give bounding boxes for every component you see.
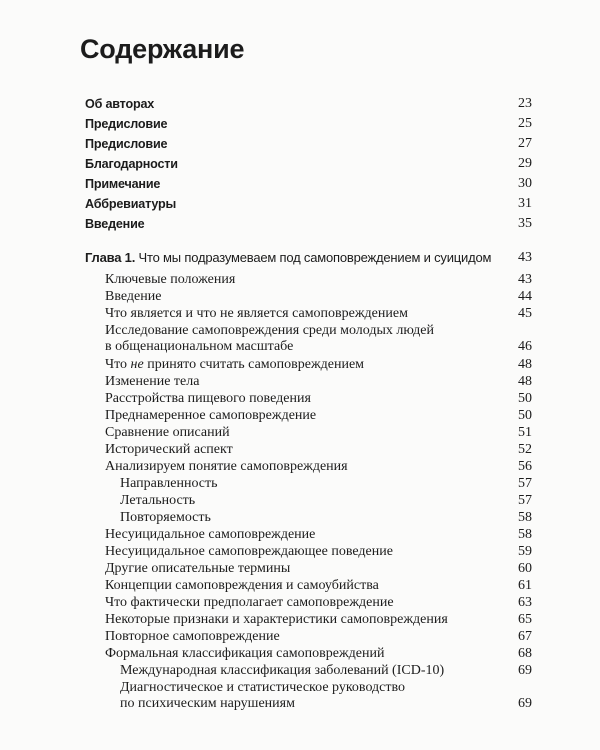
- toc-section-title: Анализируем понятие самоповреждения: [105, 459, 348, 474]
- toc-subsection-title: Направленность: [120, 476, 218, 491]
- toc-section-title-after: принято считать самоповреждением: [143, 357, 365, 372]
- toc-section-title: Расстройства пищевого поведения: [105, 391, 311, 406]
- toc-entry-page: 68: [518, 646, 532, 661]
- toc-entry-page: 43: [518, 272, 532, 287]
- toc-entry-page: 44: [518, 289, 532, 304]
- toc-entry-page: 45: [518, 306, 532, 321]
- toc-subsection-title: Международная классификация заболеваний (ICD-10): [120, 663, 445, 678]
- toc-entry-page: 58: [518, 527, 532, 542]
- toc-entry-title: Об авторах: [85, 97, 155, 111]
- page-title: Содержание: [80, 34, 245, 64]
- toc-section-title: Несуицидальное самоповреждение: [105, 527, 316, 542]
- toc-entry-page: 63: [518, 595, 532, 610]
- toc-entry-page: 59: [518, 544, 532, 559]
- chapter-label: Глава 1.: [85, 250, 136, 265]
- toc-entry-page: 67: [518, 629, 532, 644]
- toc-entry-page: 27: [518, 136, 532, 151]
- toc-entry-page: 61: [518, 578, 532, 593]
- toc-section-title: Другие описательные термины: [105, 561, 291, 576]
- toc-entry-title: Предисловие: [85, 137, 168, 151]
- toc-entry-page: 69: [518, 696, 532, 711]
- toc-subsection-title-line1: Диагностическое и статистическое руководство: [120, 680, 406, 695]
- toc-entry-page: 43: [518, 250, 532, 265]
- toc-entry-page: 51: [518, 425, 532, 440]
- toc-entry-page: 60: [518, 561, 532, 576]
- toc-entry-page: 52: [518, 442, 532, 457]
- toc-entry-title: Благодарности: [85, 157, 178, 171]
- toc-entry-page: 50: [518, 408, 532, 423]
- toc-entry-title: Примечание: [85, 177, 161, 191]
- toc-entry-page: 56: [518, 459, 532, 474]
- chapter-title: Что мы подразумеваем под самоповреждением и суицидом: [138, 250, 492, 265]
- toc-entry-page: 50: [518, 391, 532, 406]
- toc-entry-title: Аббревиатуры: [85, 197, 177, 211]
- toc-section-title: Что фактически предполагает самоповреждение: [105, 595, 394, 610]
- toc-section-title-before: Что: [105, 357, 131, 372]
- toc-entry-page: 29: [518, 156, 532, 171]
- toc-entry-page: 65: [518, 612, 532, 627]
- toc-entry-page: 48: [518, 374, 532, 389]
- toc-entry-page: 23: [518, 96, 532, 111]
- toc-subsection-title-line2: по психическим нарушениям: [120, 696, 295, 711]
- toc-section-title: Формальная классификация самоповреждений: [105, 646, 385, 661]
- toc-section-title: Концепции самоповреждения и самоубийства: [105, 578, 379, 593]
- toc-section-title: Преднамеренное самоповреждение: [105, 408, 317, 423]
- toc-entry-page: 31: [518, 196, 532, 211]
- toc-section-title: Исторический аспект: [105, 442, 233, 457]
- toc-section-title: Что является и что не является самоповреждением: [105, 306, 408, 321]
- toc-section-title: Ключевые положения: [105, 272, 236, 287]
- toc-entry-title: Введение: [85, 217, 145, 231]
- toc-section-title: Повторное самоповреждение: [105, 629, 280, 644]
- toc-section-title-line2: в общенациональном масштабе: [105, 339, 294, 354]
- toc-section-title: Сравнение описаний: [105, 425, 230, 440]
- toc-entry-page: 58: [518, 510, 532, 525]
- toc-entry-page: 57: [518, 493, 532, 508]
- toc-entry-page: 57: [518, 476, 532, 491]
- toc-entry-page: 46: [518, 339, 532, 354]
- toc-entry-page: 25: [518, 116, 532, 131]
- toc-section-title-emphasis: не: [130, 357, 144, 372]
- toc-subsection-title: Летальность: [120, 493, 196, 508]
- toc-entry-page: 30: [518, 176, 532, 191]
- toc-subsection-title: Повторяемость: [120, 510, 211, 525]
- toc-section-title-line1: Исследование самоповреждения среди молодых людей: [105, 323, 434, 338]
- toc-section-title: Введение: [105, 289, 162, 304]
- toc-section-title: Изменение тела: [105, 374, 200, 389]
- toc-entry-page: 48: [518, 357, 532, 372]
- toc-entry-page: 69: [518, 663, 532, 678]
- toc-entry-page: 35: [518, 216, 532, 231]
- toc-entry-title: Предисловие: [85, 117, 168, 131]
- toc-section-title: Некоторые признаки и характеристики самоповреждения: [105, 612, 448, 627]
- toc-section-title: Несуицидальное самоповреждающее поведение: [105, 544, 393, 559]
